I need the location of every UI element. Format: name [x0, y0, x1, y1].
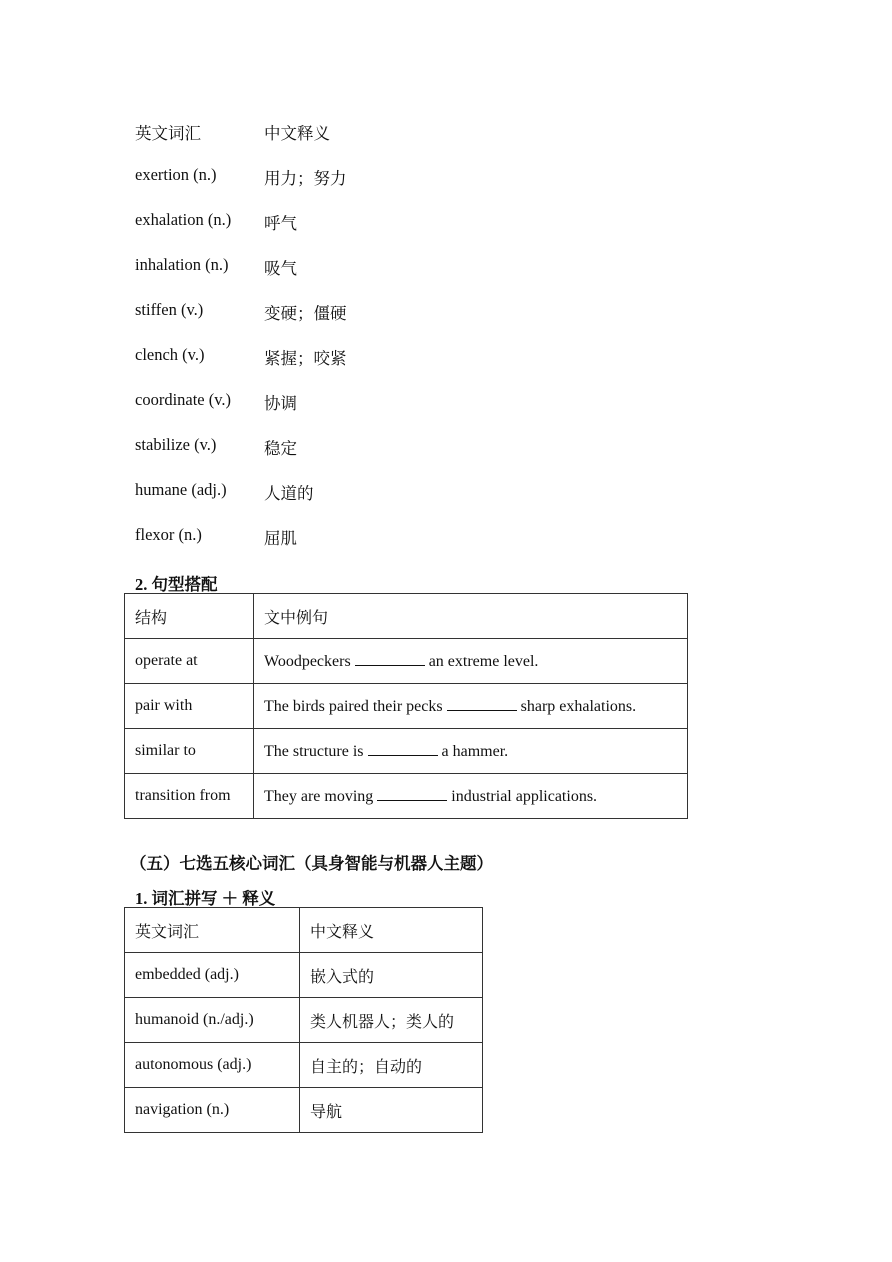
col-header-zh: 中文释义 [300, 908, 483, 953]
vocab-en: exertion (n.) [135, 165, 217, 184]
table-row [125, 729, 688, 774]
section5-title: （五）七选五核心词汇（具身智能与机器人主题） [130, 854, 493, 873]
example-cell [254, 639, 688, 684]
table-row [125, 953, 483, 998]
section5-table [124, 907, 483, 1133]
vocab-en: stiffen (v.) [135, 300, 204, 319]
table-header-row [125, 594, 688, 639]
vocab-header-en: 英文词汇 [135, 124, 201, 143]
example-after: sharp exhalations. [520, 697, 637, 715]
zh-cell: 类人机器人；类人的 [300, 998, 483, 1043]
vocab-zh: 屈肌 [264, 529, 297, 548]
example-cell [254, 729, 688, 774]
vocab-en: coordinate (v.) [135, 390, 232, 409]
blank-line [355, 652, 425, 666]
vocab-en: inhalation (n.) [135, 255, 229, 274]
example-cell [254, 684, 688, 729]
vocab-zh: 呼气 [264, 214, 297, 233]
structure-cell: transition from [125, 774, 254, 819]
blank-line [377, 787, 447, 801]
col-header-en: 英文词汇 [125, 908, 300, 953]
zh-cell: 自主的；自动的 [300, 1043, 483, 1088]
en-cell: navigation (n.) [125, 1088, 300, 1133]
example-after: industrial applications. [451, 787, 598, 805]
vocab-zh: 稳定 [264, 439, 297, 458]
table-row [125, 639, 688, 684]
vocab-zh: 用力；努力 [264, 169, 347, 188]
vocab-zh: 变硬；僵硬 [264, 304, 347, 323]
structure-cell: similar to [125, 729, 254, 774]
col-header-structure: 结构 [125, 594, 254, 639]
example-before: The birds paired their pecks [264, 697, 443, 715]
sentence-section-heading: 2. 句型搭配 [135, 575, 218, 594]
vocab-zh: 紧握；咬紧 [264, 349, 347, 368]
example-before: They are moving [264, 787, 374, 805]
table-row [125, 774, 688, 819]
example-after: an extreme level. [428, 652, 539, 670]
en-cell: embedded (adj.) [125, 953, 300, 998]
table-row [125, 1088, 483, 1133]
zh-cell: 导航 [300, 1088, 483, 1133]
structure-cell: operate at [125, 639, 254, 684]
table-row [125, 998, 483, 1043]
table-header-row [125, 908, 483, 953]
example-cell [254, 774, 688, 819]
table-row [125, 684, 688, 729]
example-before: Woodpeckers [264, 652, 351, 670]
vocab-zh: 协调 [264, 394, 297, 413]
en-cell: autonomous (adj.) [125, 1043, 300, 1088]
example-after: a hammer. [441, 742, 509, 760]
blank-line [447, 697, 517, 711]
vocab-en: humane (adj.) [135, 480, 227, 499]
vocab-en: exhalation (n.) [135, 210, 232, 229]
vocab-zh: 人道的 [264, 484, 314, 503]
vocab-en: clench (v.) [135, 345, 205, 364]
en-cell: humanoid (n./adj.) [125, 998, 300, 1043]
vocab-zh: 吸气 [264, 259, 297, 278]
vocab-en: flexor (n.) [135, 525, 202, 544]
zh-cell: 嵌入式的 [300, 953, 483, 998]
section5-subheading: 1. 词汇拼写 ＋ 释义 [135, 889, 276, 908]
example-before: The structure is [264, 742, 364, 760]
blank-line [368, 742, 438, 756]
col-header-example: 文中例句 [254, 594, 688, 639]
vocab-en: stabilize (v.) [135, 435, 217, 454]
structure-cell: pair with [125, 684, 254, 729]
table-row [125, 1043, 483, 1088]
vocab-header-zh: 中文释义 [264, 124, 330, 143]
sentence-table [124, 593, 688, 819]
